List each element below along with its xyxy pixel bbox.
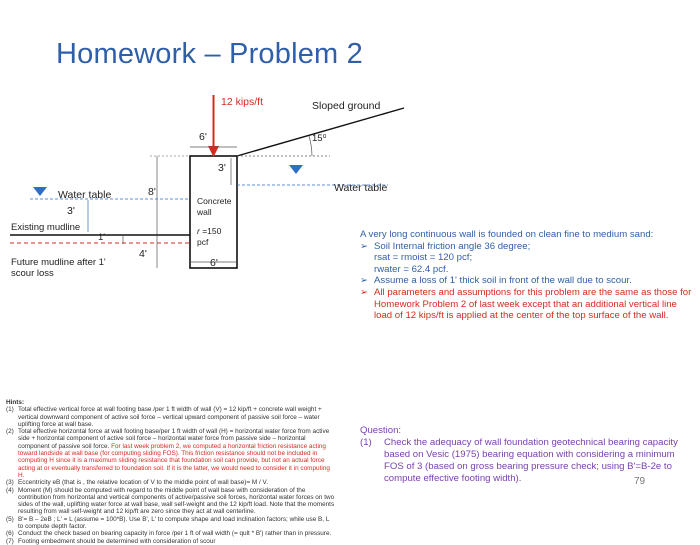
hint-number: (5) (6, 515, 14, 523)
water-table-left-arrow (33, 187, 47, 196)
water-table-right-label: Water table (334, 182, 388, 194)
hint-number: (1) (6, 406, 14, 414)
hint-text (18, 428, 336, 479)
hint-text (18, 487, 336, 516)
bullet-scour (360, 275, 696, 287)
hint-text-part: Eccentricity eB (that is , the relative location of V to the middle point of wall base)= M / V. (18, 479, 269, 487)
bullet-friction-angle-text: Soil Internal friction angle 36 degree; (374, 240, 531, 252)
hint-text (18, 479, 336, 486)
left-height-label: 8' (148, 186, 156, 198)
existing-mudline-label: Existing mudline (11, 222, 81, 233)
future-mudline-label-2: scour loss (11, 268, 54, 279)
concrete-label-2: wall (197, 207, 212, 217)
bullet-arrow-icon: ➢ (360, 275, 369, 287)
sloped-ground-line (237, 108, 404, 156)
question-text: Check the adequacy of wall foundation geotechnical bearing capacity based on Vesic (1975) bearing equation with considering a minimum FOS of 3 (based on gross bearing pressure check; using B'=B-2e to compute effective footing width). (384, 437, 678, 484)
wt-depth-label: 3' (67, 205, 75, 217)
hint-number: (2) (6, 428, 14, 436)
hint-item (6, 428, 336, 479)
hint-text-part: Total effective vertical force at wall footing base /per 1 ft width of wall (V) = 12 kip/ft + concrete wall weight + vertical downward component of active soil force – vertical upward component of passive soil force – water uplifting force at wall base. (18, 406, 322, 428)
description-intro: A very long continuous wall is founded on clean fine to medium sand: (360, 229, 654, 240)
hint-text (18, 538, 336, 545)
unit-weight-symbol: r (197, 226, 200, 236)
hint-item (6, 479, 336, 486)
unit-weight-value: =150 (199, 226, 222, 236)
hints-title: Hints: (6, 399, 25, 406)
question-number: (1) (360, 437, 372, 448)
bullet-unit-weight-text: rsat = rmoist = 120 pcf; (374, 252, 473, 264)
future-mudline-label-1: Future mudline after 1' (11, 257, 106, 268)
water-table-left-label: Water table (58, 189, 112, 201)
hint-text-part: Total effective horizontal force at wall footing base/per 1 ft width of wall (H) = horizontal water force from active side + horizontal component of active soil force – horizontal water force from passive side – horizontal component of passive soil force. (18, 428, 330, 450)
problem-description (360, 229, 696, 322)
bullet-water-weight-text: rwater = 62.4 pcf. (374, 263, 449, 275)
water-table-right-arrow (289, 165, 303, 174)
hint-text-part: Conduct the check based on bearing capacity in force /per 1 ft of wall width (= qult * B') rather than in pressure. (18, 530, 332, 538)
sloped-ground-label: Sloped ground (312, 100, 381, 112)
hints-panel (6, 399, 336, 545)
hint-number: (4) (6, 486, 14, 494)
embed-depth-label: 4' (139, 248, 147, 260)
hint-number: (3) (6, 479, 14, 487)
hint-text-part: B'= B – 2eB ; L' = L (assume = 100*B). Use B', L' to compute shape and load inclination factors; while use B, L to compute depth factor. (18, 515, 330, 531)
hint-number: (7) (6, 537, 14, 545)
hints-list (6, 406, 336, 545)
concrete-label-1: Concrete (197, 196, 232, 206)
hint-item (6, 538, 336, 545)
bullet-assumptions (360, 287, 696, 322)
depth-3-label: 3' (218, 162, 226, 174)
hint-item (6, 530, 336, 537)
hint-text (18, 530, 336, 537)
bullet-scour-text: Assume a loss of 1' thick soil in front of the wall due to scour. (374, 275, 632, 287)
hint-item (6, 406, 336, 428)
hint-text-part: Footing embedment should be determined with consideration of scour (18, 537, 216, 545)
bullet-unit-weight (360, 252, 696, 264)
bullet-friction-angle (360, 241, 696, 253)
bullet-arrow-icon: ➢ (360, 286, 369, 298)
bullet-arrow-icon: ➢ (360, 240, 369, 252)
bottom-width-label: 6' (210, 257, 218, 269)
bullet-assumptions-text: All parameters and assumptions for this problem are the same as those for Homework Problem 2 of last week except that an additional vertical line load of 12 kips/ft is applied at the center of the top surface of the wall. (374, 286, 692, 322)
unit-weight-unit: pcf (197, 237, 209, 247)
bullet-water-weight (360, 264, 696, 276)
hint-text-part: Moment (M) should be computed with regard to the middle point of wall base with consideration of the contribution from horizontal and vertical components of active/passive soil forces, horizontal water forces on two sides of the wall, uplifting water force at wall base, wall self-weight and the 12 kip/ft load. Note that the moments resulting from wall self-weight and 12 kip/ft are zero since they act at wall centerline. (18, 486, 335, 516)
hint-item (6, 516, 336, 531)
hint-text (18, 516, 336, 531)
top-width-label: 6' (199, 131, 207, 143)
scour-label: 1' (98, 232, 106, 243)
page-number: 79 (634, 476, 646, 487)
unit-weight-label (197, 226, 221, 236)
load-label: 12 kips/ft (221, 96, 264, 108)
question-heading: Question: (360, 425, 402, 436)
slide-title: Homework – Problem 2 (56, 38, 363, 70)
slope-angle-label: 15⁰ (312, 133, 327, 144)
hint-number: (6) (6, 530, 14, 538)
hint-text (18, 406, 336, 428)
hint-note-red: For last week problem 2, we computed a horizontal friction resistance acting toward landside at wall base (for computing sliding FOS). This friction resistance should not be included in computing H since it is a maximum sliding resistance that foundation soil can provide, but not an actual force acting at or eventually transferred to foundation soil. If it is the latter, we would need to consider it in computing H. (18, 442, 330, 479)
hint-item (6, 487, 336, 516)
